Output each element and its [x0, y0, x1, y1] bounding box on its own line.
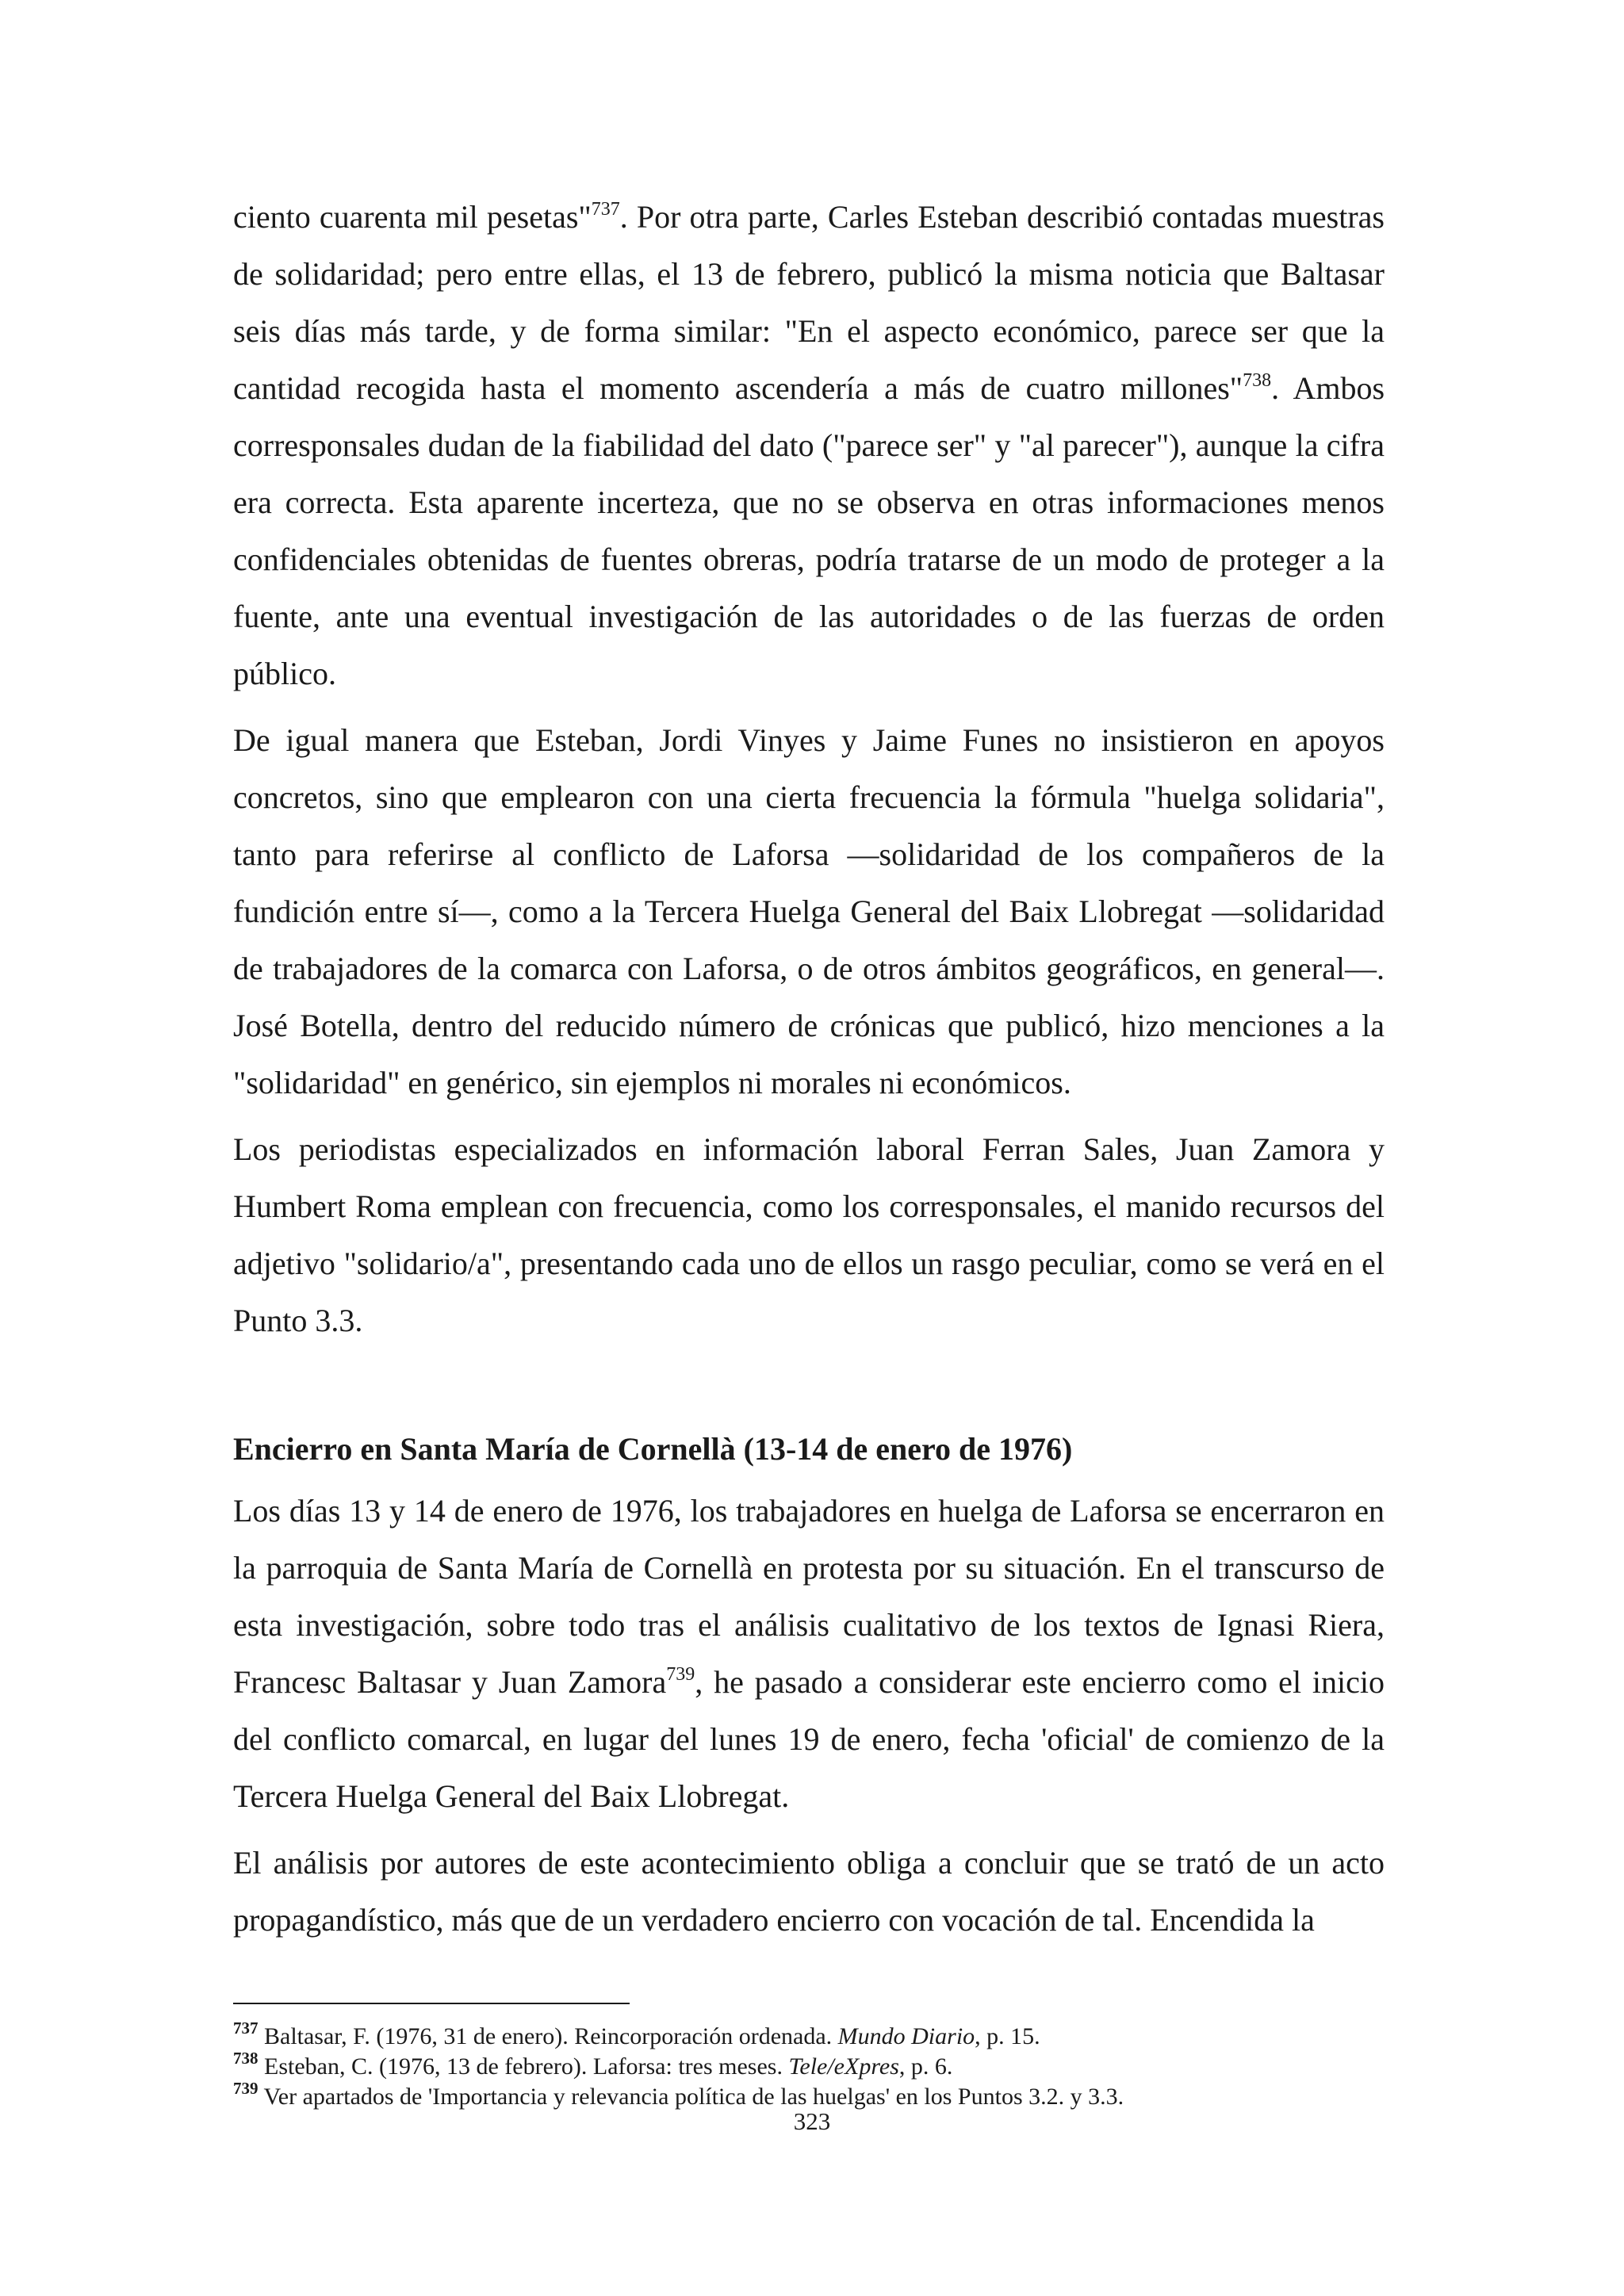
footnote-text: Baltasar, F. (1976, 31 de enero). Reincorporación ordenada. [264, 2023, 838, 2049]
page-number: 323 [793, 2107, 831, 2135]
paragraph-2 [233, 712, 1385, 1112]
paragraph-3 [233, 1121, 1385, 1349]
footnote-text: Esteban, C. (1976, 13 de febrero). Laforsa: tres meses. [264, 2053, 789, 2080]
footnote-separator [233, 2003, 630, 2004]
footnote-text: , p. 15. [975, 2023, 1040, 2049]
text-run: Los días 13 y 14 de enero de 1976, los trabajadores en huelga de Laforsa se encerraron en la parroquia de Santa María de Cornellà en protesta por su situación. En el transcurso de esta investigación, sobre todo tras el análisis cualitativo de los textos de Ignasi Riera, Francesc Baltasar y Juan Zamora [233, 1493, 1385, 1700]
footnote-source: Tele/eXpres [788, 2053, 899, 2080]
footnote-text: Ver apartados de 'Importancia y relevancia política de las huelgas' en los Puntos 3.2. y 3.3. [263, 2084, 1124, 2110]
footnotes [233, 2019, 1385, 2112]
text-run: El análisis por autores de este acontecimiento obliga a concluir que se trató de un acto propagandístico, más que de un verdadero encierro con vocación de tal. Encendida la [233, 1845, 1385, 1938]
text-run: Los periodistas especializados en información laboral Ferran Sales, Juan Zamora y Humbert Roma emplean con frecuencia, como los corresponsales, el manido recursos del adjetivo "solidario/a", presentando cada uno de ellos un rasgo peculiar, como se verá en el Punto 3.3. [233, 1131, 1385, 1338]
footnote-ref-739: 739 [666, 1663, 695, 1685]
text-run: , he pasado a considerar este encierro como el inicio del conflicto comarcal, en lugar del lunes 19 de enero, fecha 'oficial' de comienzo de la Tercera Huelga General del Baix Llobregat. [233, 1664, 1385, 1814]
footnote-737 [233, 2019, 1385, 2052]
paragraph-5 [233, 1835, 1385, 1949]
footnote-738 [233, 2049, 1385, 2082]
footnote-source: Mundo Diario [837, 2023, 975, 2049]
footnote-number: 738 [233, 2049, 259, 2068]
footnote-text: , p. 6. [898, 2053, 953, 2080]
text-run: . Por otra parte, Carles Esteban describió contadas muestras de solidaridad; pero entre ellas, el 13 de febrero, publicó la misma noticia que Baltasar seis días más tarde, y de forma similar: "En el aspecto económico, parece ser que la cantidad recogida hasta el momento ascendería a más de cuatro millones" [233, 199, 1385, 406]
text-run: De igual manera que Esteban, Jordi Vinyes y Jaime Funes no insistieron en apoyos concretos, sino que emplearon con una cierta frecuencia la fórmula "huelga solidaria", tanto para referirse al conflicto de Laforsa —solidaridad de los compañeros de la fundición entre sí—, como a la Tercera Huelga General del Baix Llobregat —solidaridad de trabajadores de la comarca con Laforsa, o de otros ámbitos geográficos, en general—. José Botella, dentro del reducido número de crónicas que publicó, hizo menciones a la "solidaridad" en genérico, sin ejemplos ni morales ni económicos. [233, 722, 1385, 1100]
footnote-number: 737 [233, 2019, 259, 2038]
paragraph-4 [233, 1483, 1385, 1825]
footnote-number: 739 [233, 2079, 259, 2098]
footnote-ref-738: 738 [1243, 369, 1272, 391]
section-heading: Encierro en Santa María de Cornellà (13-14 de enero de 1976) [233, 1431, 1073, 1467]
text-run: ciento cuarenta mil pesetas" [233, 199, 592, 235]
footnote-ref-737: 737 [591, 198, 620, 220]
text-run: . Ambos corresponsales dudan de la fiabilidad del dato ("parece ser" y "al parecer"), aunque la cifra era correcta. Esta aparente incerteza, que no se observa en otras informaciones menos confidenciales obtenidas de fuentes obreras, podría tratarse de un modo de proteger a la fuente, ante una eventual investigación de las autoridades o de las fuerzas de orden público. [233, 370, 1385, 691]
paragraph-1 [233, 189, 1385, 702]
